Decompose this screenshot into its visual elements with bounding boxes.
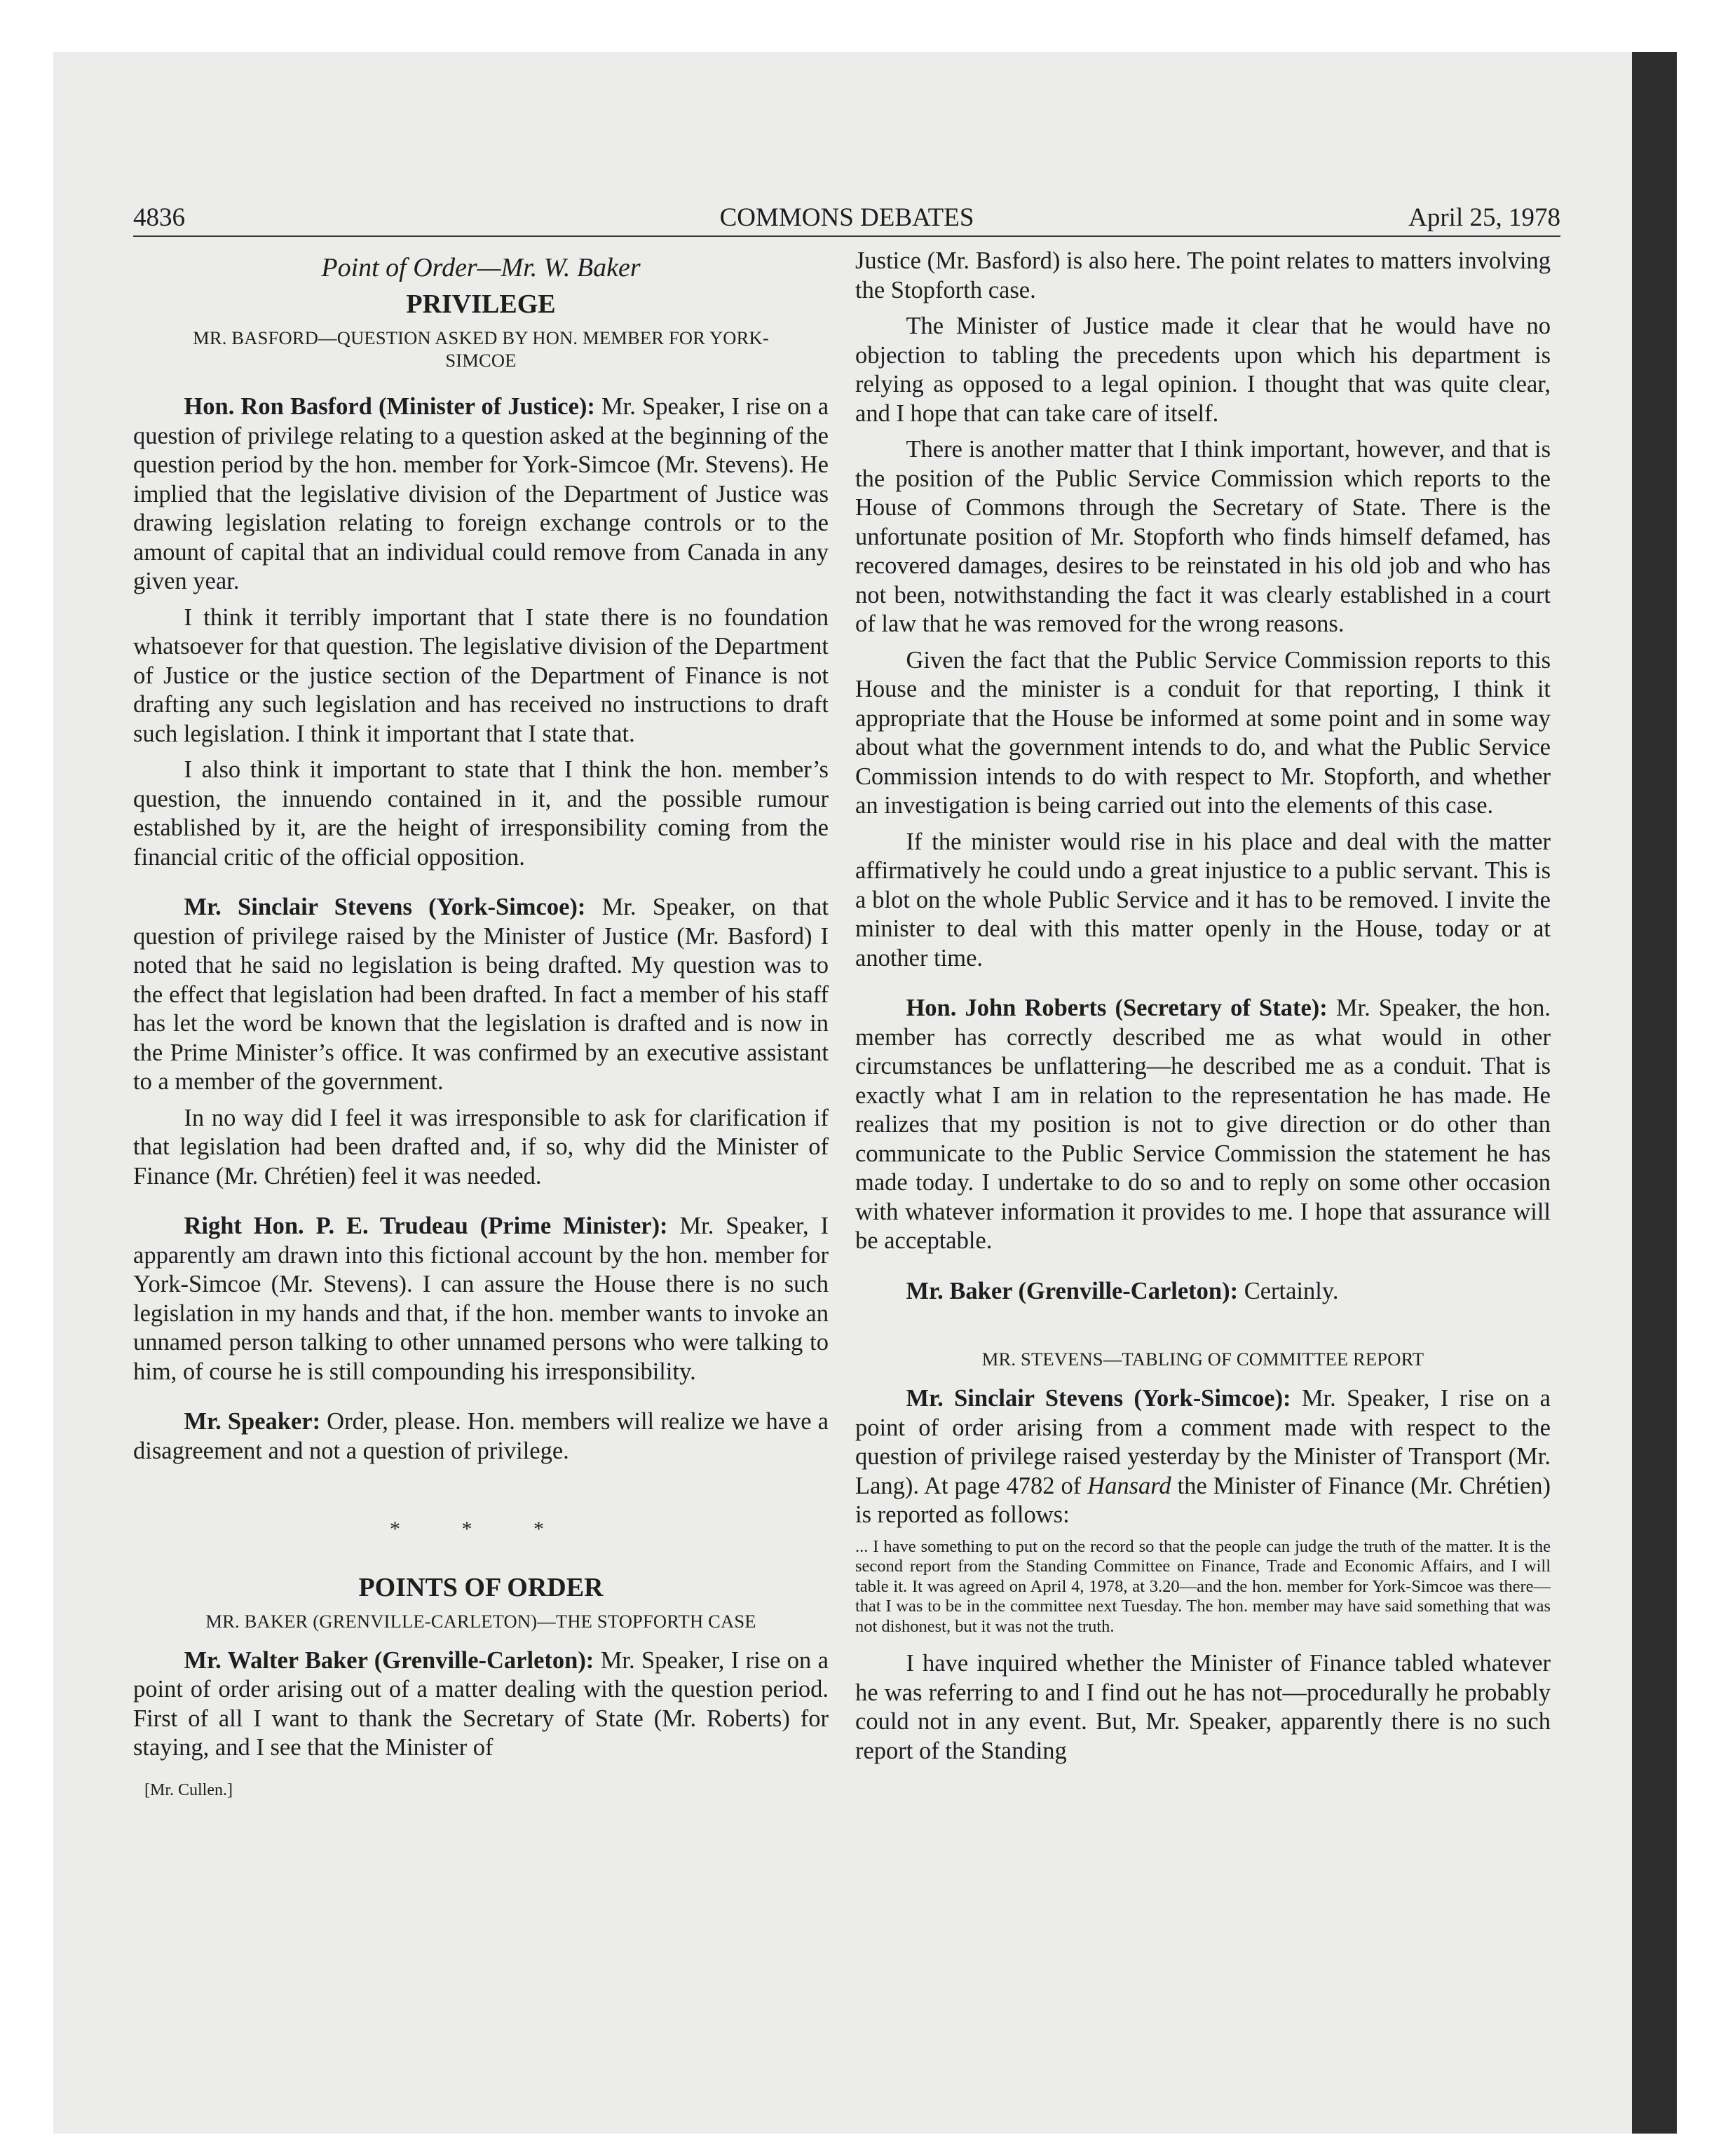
paragraph: I have inquired whether the Minister of Finance tabled whatever he was referring to and I find out he has not—procedurally he probably could not in any event. But, Mr. Speaker, apparently there is no such report of the Standing [855,1650,1551,1764]
speaker-name: Mr. Speaker: [184,1408,321,1435]
speaker-name: Hon. Ron Basford (Minister of Justice): [184,393,595,420]
right-column [855,247,1551,2069]
page-date: April 25, 1978 [1408,203,1560,232]
speaker-name: Mr. Sinclair Stevens (York-Simcoe): [906,1385,1291,1412]
speaker-name: Right Hon. P. E. Trudeau (Prime Minister): [184,1213,668,1239]
speech-text: Certainly. [1238,1277,1339,1304]
speech-text: Mr. Speaker, I rise on a point of order arising out of a matter dealing with the question period. First of all I want to thank the Secretary of State (Mr. Roberts) for staying, and I see that the Minister of [133,1646,829,1761]
heading-privilege: PRIVILEGE [406,289,556,319]
hansard-title: Hansard [1087,1472,1171,1499]
subheading-baker: MR. BAKER (GRENVILLE-CARLETON)—THE STOPFORTH CASE [205,1610,756,1632]
speech-baker [133,1646,829,1763]
speaker-name: Mr. Sinclair Stevens (York-Simcoe): [184,894,586,920]
speech-speaker [133,1407,829,1466]
speech-text: Mr. Speaker, on that question of privilege raised by the Minister of Justice (Mr. Basford) I noted that he said no legislation is being drafted. My question was to the effect that legislation had been drafted. In fact a member of his staff has let the word be known that the legislation is drafted and is now in the Prime Minister’s office. It was confirmed by an executive assistant to a member of the government. [133,894,829,1095]
paragraph: The Minister of Justice made it clear that he would have no objection to tabling the precedents upon which his department is relying as opposed to a legal opinion. I thought that was quite clear, and I hope that can take care of itself. [855,313,1551,427]
paragraph: There is another matter that I think important, however, and that is the position of the Public Service Commission which reports to the House of Commons through the Secretary of State. There is the unfortunate position of Mr. Stopforth who finds himself defamed, has recovered damages, desires to be reinstated in his old job and who has not been, notwithstanding the fact it was clearly established in a court of law that he was removed for the wrong reasons. [855,436,1551,637]
side-title: Point of Order—Mr. W. Baker [321,253,641,282]
paragraph: I think it terribly important that I state there is no foundation whatsoever for that question. The legislative division of the Department of Justice or the justice section of the Department of Finance is not drafting any such legislation and has received no instructions to draft such legislation. I think it important that I state that. [133,603,829,747]
quoted-passage: ... I have something to put on the record so that the people can judge the truth of the matter. It is the second report from the Standing Committee on Finance, Trade and Economic Affairs, and I will table it. It was agreed on April 4, 1978, at 3.20—and the hon. member for York-Simcoe was there—that I was to be in the committee next Tuesday. The hon. member may have said something that was not dishonest, but it was not the truth. [855,1536,1551,1636]
subheading-stevens: MR. STEVENS—TABLING OF COMMITTEE REPORT [981,1349,1424,1370]
paragraph: Given the fact that the Public Service Commission reports to this House and the minister is a conduit for that reporting, I think it appropriate that the House be informed at some point and in some way about what the government intends to do, and what the Public Service Commission intends to do with respect to Mr. Stopforth, and whether an investigation is being carried out into the elements of this case. [855,646,1551,819]
paragraph: I also think it important to state that I think the hon. member’s question, the innuendo contained in it, and the possible rumour established by it, are the height of irresponsibility coming from the financial critic of the official opposition. [133,756,829,871]
subheading-basford: MR. BASFORD—QUESTION ASKED BY HON. MEMBER FOR YORK-SIMCOE [193,327,769,371]
speech-text: Mr. Speaker, I rise on a question of privilege relating to a question asked at the beginning of the question period by the hon. member for York-Simcoe (Mr. Stevens). He implied that the legislative division of the Department of Justice was drawing legislation relating to foreign exchange controls or to the amount of capital that an individual could remove from Canada in any given year. [133,393,829,594]
paragraph: In no way did I feel it was irresponsible to ask for clarification if that legislation had been drafted and, if so, why did the Minister of Finance (Mr. Chrétien) feel it was needed. [133,1104,829,1189]
paragraph: If the minister would rise in his place and deal with the matter affirmatively he could undo a great injustice to a public servant. This is a blot on the whole Public Service and it has to be removed. I invite the minister to deal with this matter openly in the House, today or at another time. [855,828,1551,971]
speech-basford [133,393,829,596]
speech-trudeau [133,1212,829,1386]
footnote-cullen: [Mr. Cullen.] [144,1780,233,1799]
speaker-name: Mr. Walter Baker (Grenville-Carleton): [184,1646,594,1674]
speech-stevens [133,893,829,1097]
speech-roberts [855,994,1551,1256]
paragraph: Justice (Mr. Basford) is also here. The point relates to matters involving the Stopforth case. [855,247,1551,303]
page-header [133,198,1560,237]
heading-points-of-order: POINTS OF ORDER [358,1572,604,1602]
speech-text: Mr. Speaker, the hon. member has correctly described me as what would in other circumstances be unflattering—he described me as a conduit. That is exactly what I am in relation to the representation he has made. He realizes that my position is not to give direction or do other than communicate to the Public Service Commission the statement he has made today. I undertake to do so and to reply on some other occasion with whatever information it provides to me. I hope that assurance will be acceptable. [855,995,1551,1254]
speaker-name: Mr. Baker (Grenville-Carleton): [906,1277,1239,1304]
speech-text: Mr. Speaker, I rise on a point of order arising from a comment made with respect to the question of privilege raised yesterday by the Minister of Transport (Mr. Lang). At page 4782 of [855,1385,1551,1499]
speech-stevens-point [855,1384,1551,1530]
scan-edge-shadow [1632,52,1677,2134]
speech-text: the Minister of Finance (Mr. Chrétien) is reported as follows: [855,1472,1551,1528]
speech-text: Order, please. Hon. members will realize we have a disagreement and not a question of privilege. [133,1408,829,1464]
section-separator: * * * [390,1517,572,1541]
page-number: 4836 [133,203,185,232]
speaker-name: Hon. John Roberts (Secretary of State): [906,995,1328,1021]
left-column [133,247,829,2069]
speech-text: Mr. Speaker, I apparently am drawn into this fictional account by the hon. member for York-Simcoe (Mr. Stevens). I can assure the House there is no such legislation in my hands and that, if the hon. member wants to invoke an unnamed person talking to other unnamed persons who were talking to him, of course he is still compounding his irresponsibility. [133,1213,829,1385]
publication-title: COMMONS DEBATES [719,203,974,232]
speech-baker-reply [855,1277,1551,1306]
